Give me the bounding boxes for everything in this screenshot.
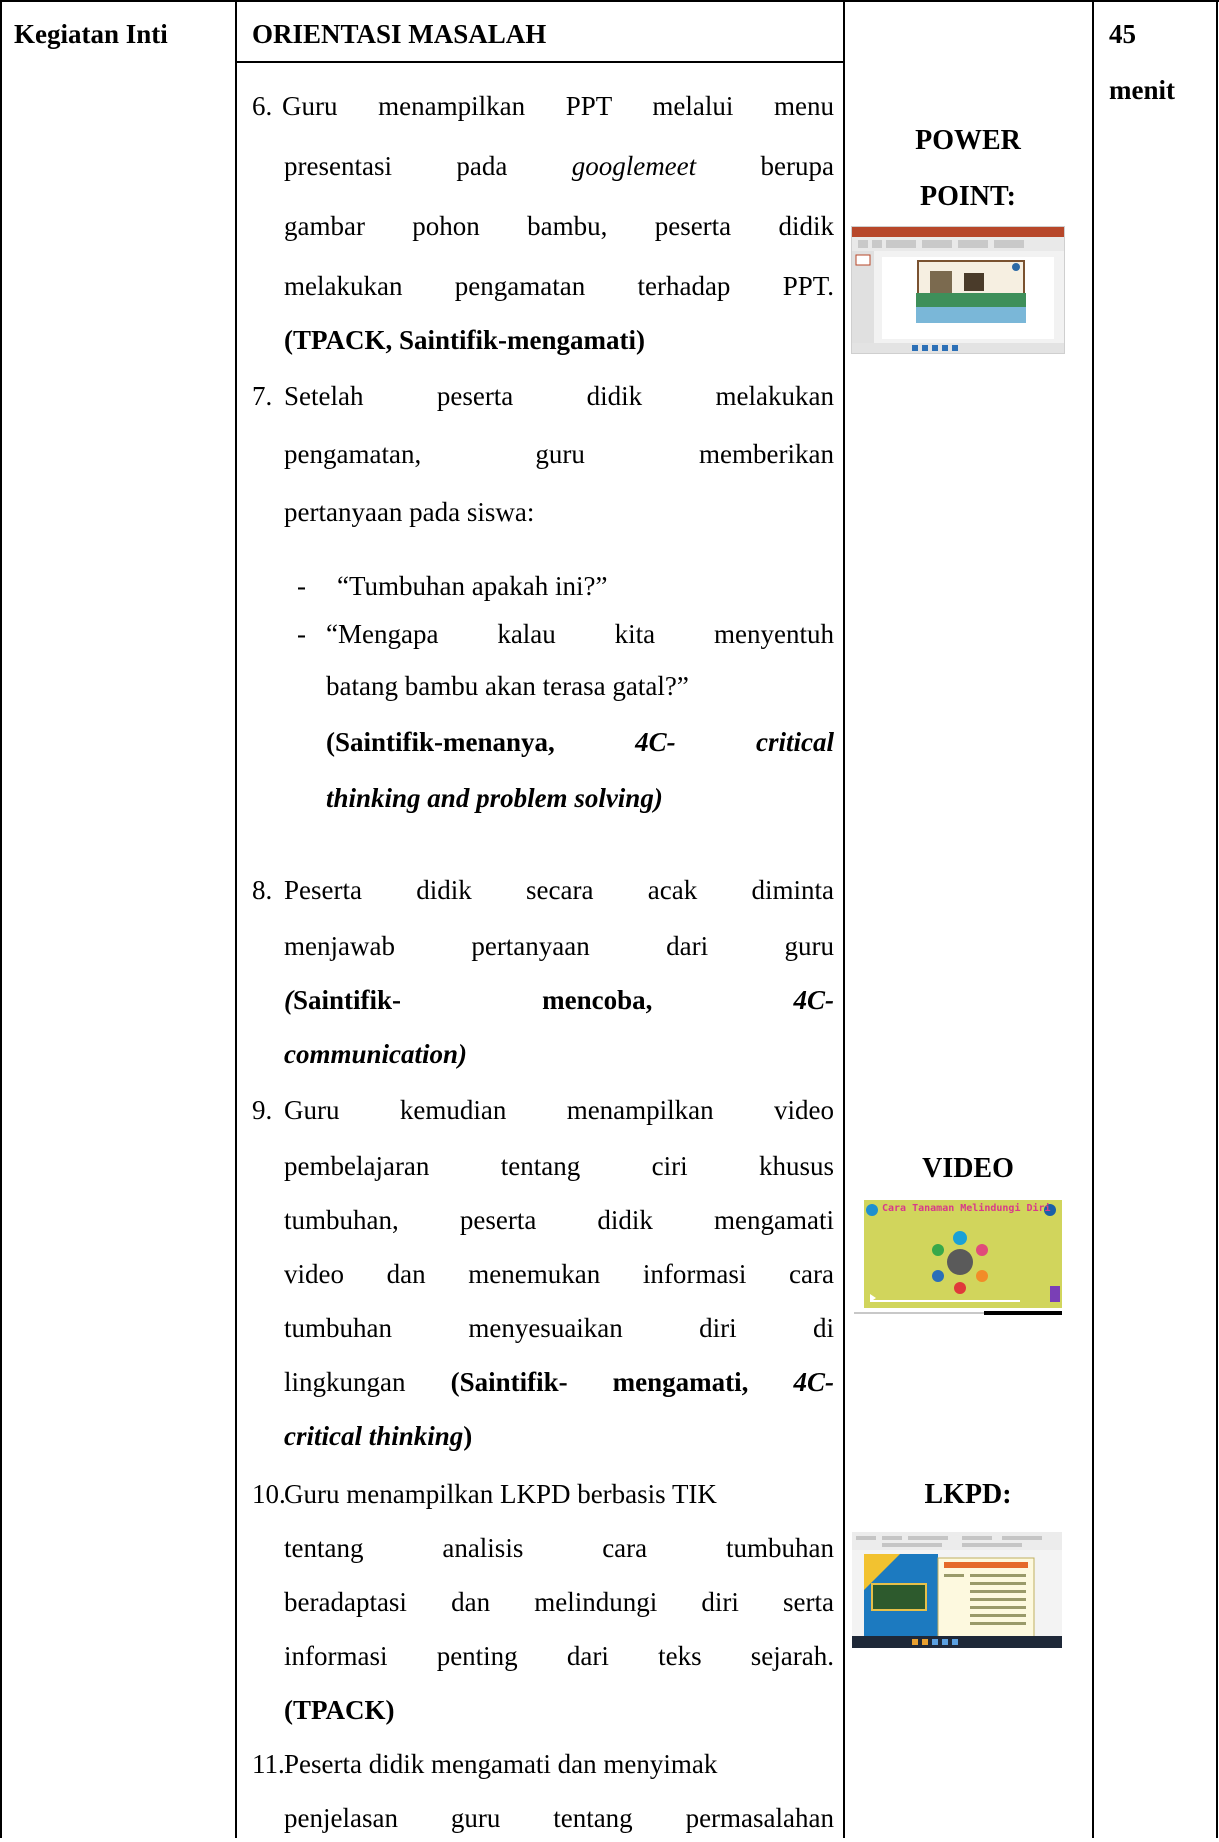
step-11-line-2: penjelasan guru tentang permasalahan [284, 1803, 834, 1833]
powerpoint-screenshot [851, 226, 1065, 354]
step-6-tags: (TPACK, Saintifik-mengamati) [284, 325, 645, 355]
ppt-label-line-1: POWER [915, 125, 1021, 156]
step-10-line-1: Guru menampilkan LKPD berbasis TIK [284, 1479, 717, 1509]
duration-value: 45 [1109, 19, 1136, 49]
table-border-left [0, 0, 2, 1838]
duration-unit: menit [1109, 75, 1175, 105]
step-9-line-4: video dan menemukan informasi cara [284, 1259, 834, 1289]
question-2-line-1: “Mengapa kalau kita menyentuh [326, 619, 834, 649]
step-6-line-4: melakukan pengamatan terhadap PPT. [284, 271, 834, 301]
step-7-line-2: pengamatan, guru memberikan [284, 439, 834, 469]
step-9-line-7: critical thinking) [284, 1421, 473, 1451]
step-9-line-3: tumbuhan, peserta didik mengamati [284, 1205, 834, 1235]
question-2-line-2: batang bambu akan terasa gatal?” [326, 671, 689, 701]
lkpd-label: LKPD: [924, 1479, 1012, 1510]
lkpd-thumbnail-image [852, 1532, 1062, 1648]
section-title: ORIENTASI MASALAH [252, 19, 547, 49]
table-divider-1 [235, 0, 237, 1838]
step-9-line-1: Guru kemudian menampilkan video [284, 1095, 834, 1125]
activity-label: Kegiatan Inti [14, 19, 168, 49]
step-11-number: 11. [252, 1749, 285, 1779]
step-9-line-6: lingkungan (Saintifik- mengamati, 4C- [284, 1367, 834, 1397]
step-8-tags-line-1: (Saintifik- mencoba, 4C- [284, 985, 834, 1015]
step-6-line-1: Guru menampilkan PPT melalui menu [282, 91, 834, 121]
step-7-tags-line-2: thinking and problem solving) [326, 783, 663, 813]
video-label: VIDEO [922, 1153, 1014, 1184]
step-8-tags-line-2: communication) [284, 1039, 468, 1069]
step-7-tags-line-1: (Saintifik-menanya, 4C- critical [326, 727, 835, 757]
step-9-line-2: pembelajaran tentang ciri khusus [284, 1151, 834, 1181]
step-6-number: 6. [252, 91, 273, 121]
step-7-line-1: Setelah peserta didik melakukan [284, 381, 834, 411]
section-title-underline [235, 61, 844, 63]
step-10-line-2: tentang analisis cara tumbuhan [284, 1533, 834, 1563]
video-screenshot [864, 1200, 1062, 1308]
question-1-dash: - [297, 571, 306, 601]
step-7-number: 7. [252, 381, 273, 411]
step-10-tags: (TPACK) [284, 1695, 395, 1725]
step-8-line-1: Peserta didik secara acak diminta [284, 875, 834, 905]
step-10-line-3: beradaptasi dan melindungi diri serta [284, 1587, 834, 1617]
step-7-line-3: pertanyaan pada siswa: [284, 497, 535, 527]
step-9-number: 9. [252, 1095, 273, 1125]
table-border-right [1216, 0, 1218, 1838]
video-thumbnail-title: Cara Tanaman Melindungi Diri [882, 1203, 1051, 1214]
step-6-line-3: gambar pohon bambu, peserta didik [284, 211, 834, 241]
step-8-number: 8. [252, 875, 273, 905]
video-thumbnail-image [864, 1200, 1062, 1308]
table-divider-2 [843, 0, 845, 1838]
powerpoint-thumbnail-image [852, 227, 1064, 353]
step-8-line-2: menjawab pertanyaan dari guru [284, 931, 834, 961]
question-2-dash: - [297, 619, 306, 649]
step-11-line-1: Peserta didik mengamati dan menyimak [284, 1749, 718, 1779]
table-border-top [0, 0, 1219, 2]
video-timeline [854, 1310, 1062, 1316]
ppt-label-line-2: POINT: [920, 181, 1016, 212]
step-6-line-2: presentasi pada googlemeet berupa [284, 151, 834, 181]
step-9-line-5: tumbuhan menyesuaikan diri di [284, 1313, 834, 1343]
step-10-number: 10. [252, 1479, 286, 1509]
question-1: “Tumbuhan apakah ini?” [337, 571, 608, 601]
lkpd-screenshot [852, 1532, 1062, 1648]
step-10-line-4: informasi penting dari teks sejarah. [284, 1641, 834, 1671]
table-divider-3 [1092, 0, 1094, 1838]
